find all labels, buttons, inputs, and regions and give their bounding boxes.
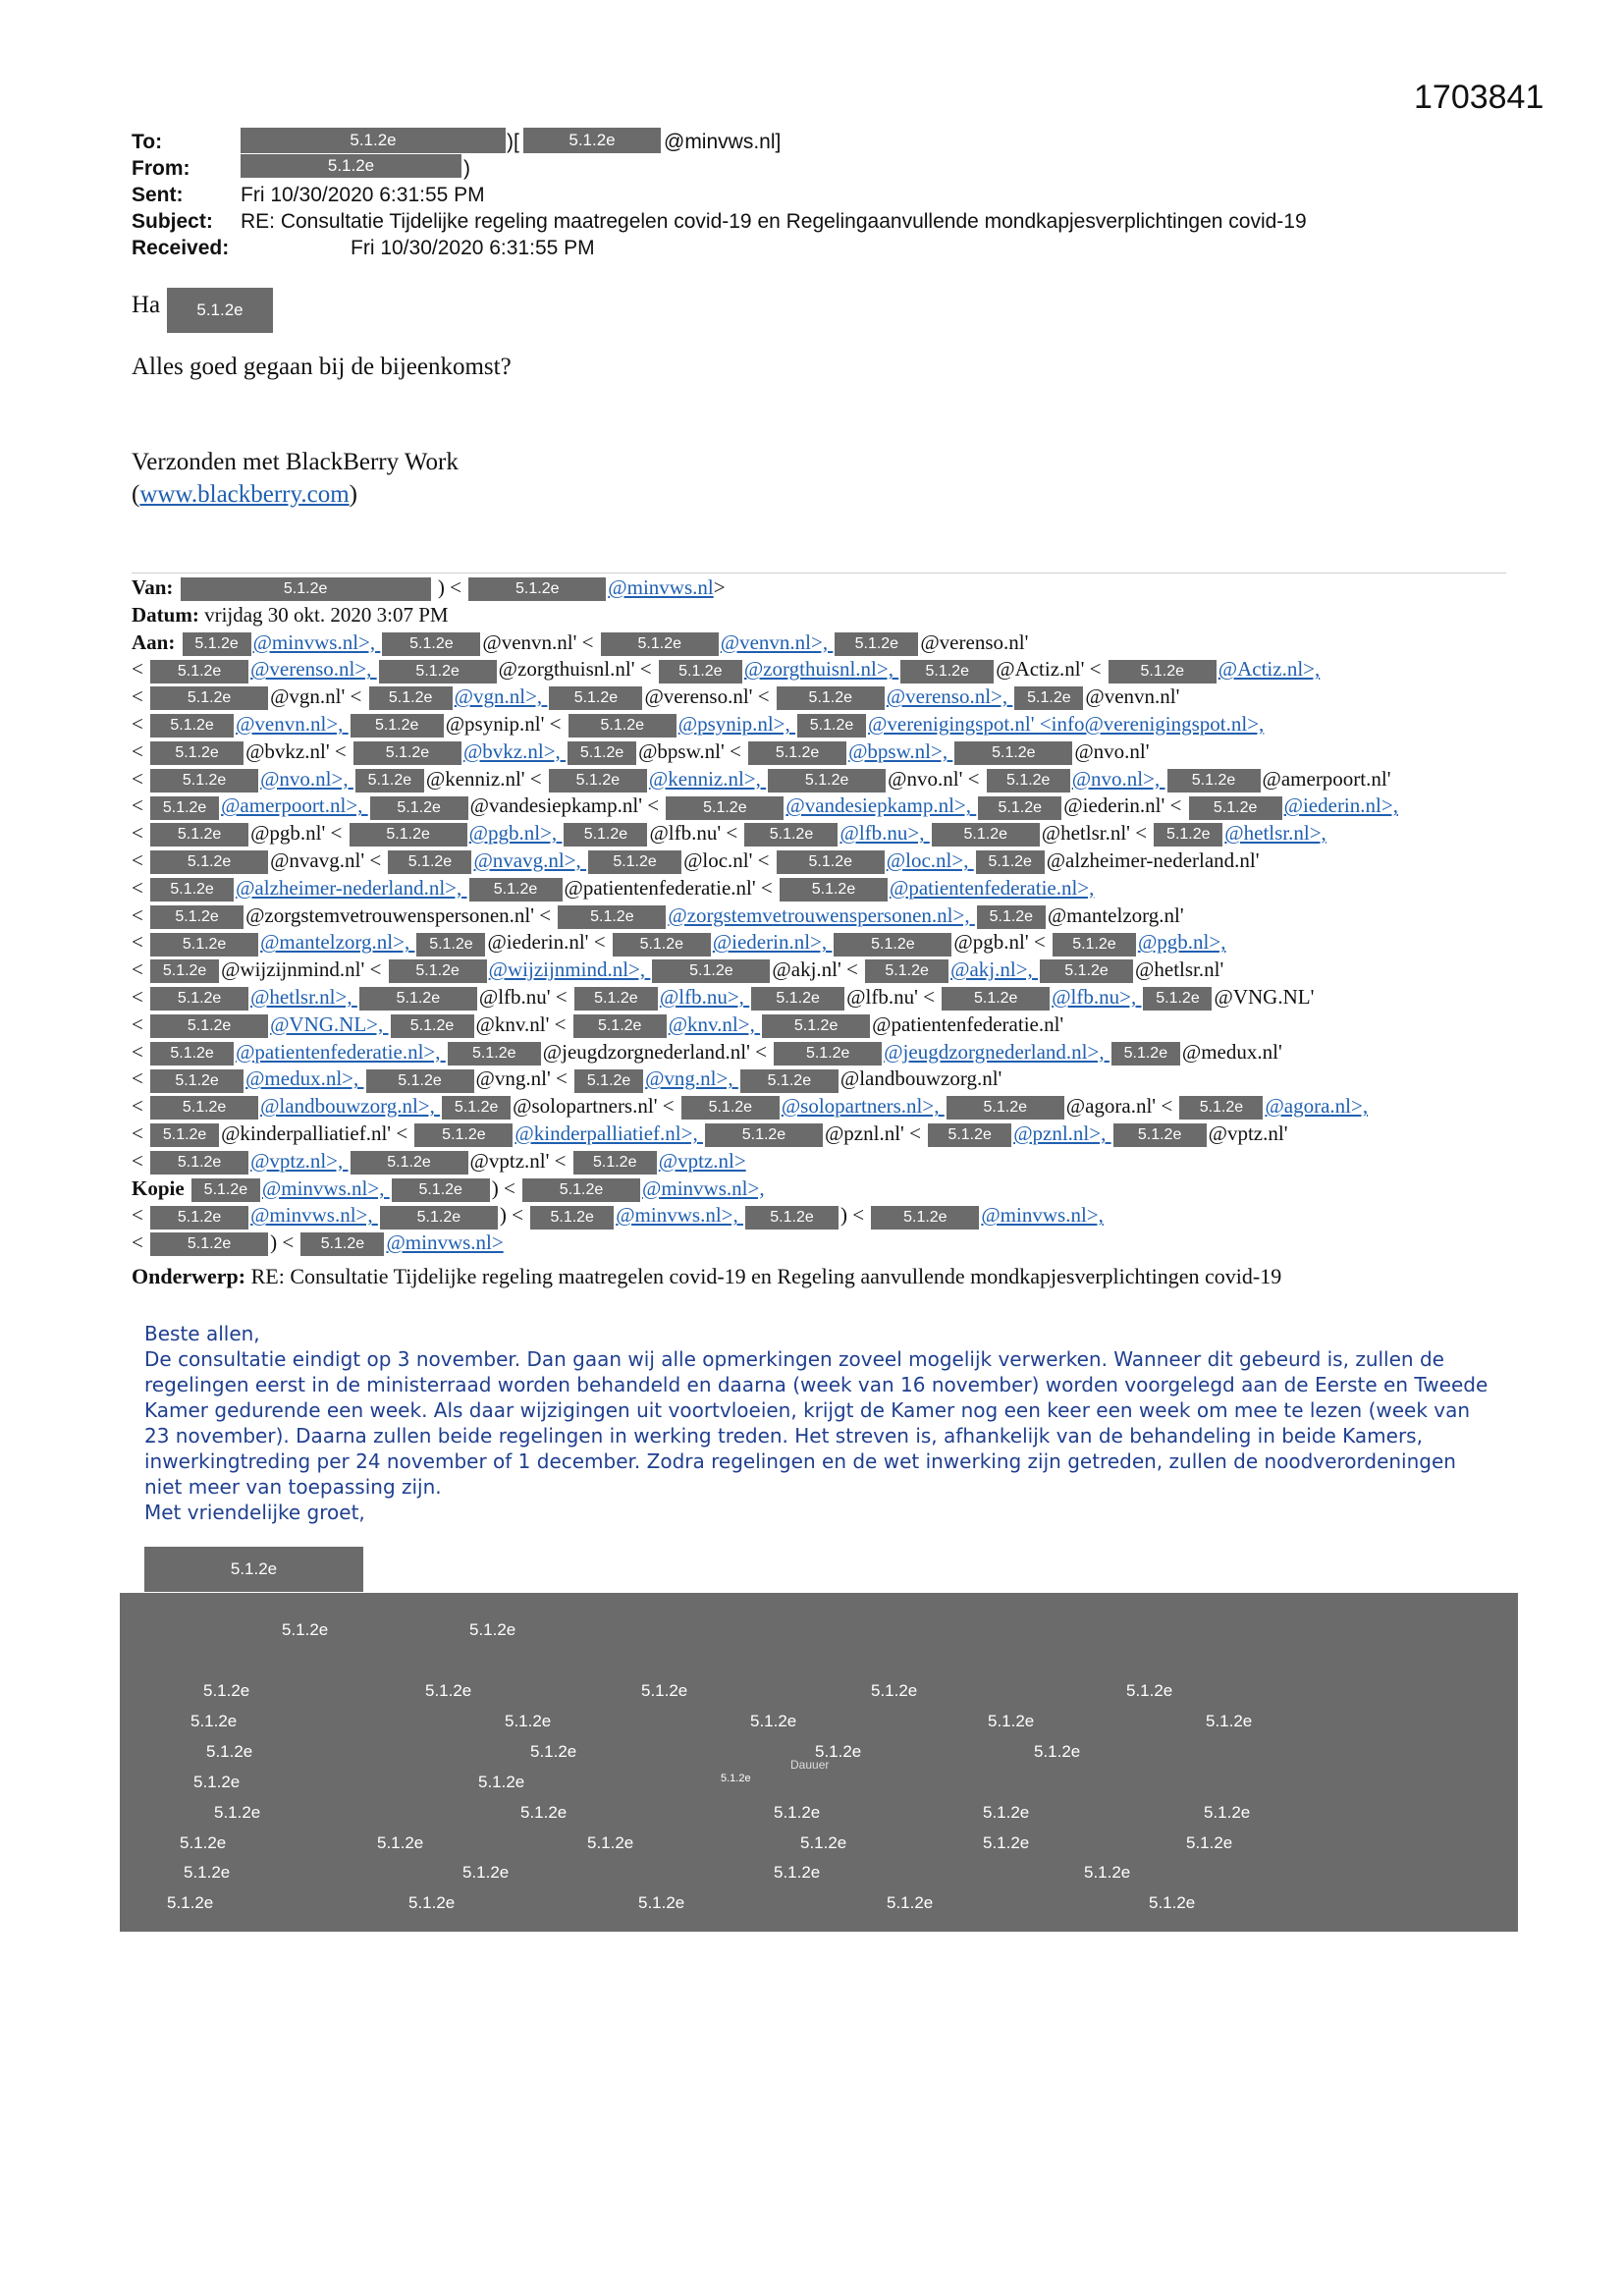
recipient-email: @nvo.nl>, bbox=[1071, 766, 1165, 791]
recipient-email: ) < bbox=[499, 1203, 529, 1228]
recipient-email: @vgn.nl' < bbox=[270, 684, 367, 709]
redaction-block: 5.1.2e bbox=[442, 1096, 511, 1120]
recipient-line: < 5.1.2e @VNG.NL>, 5.1.2e @knv.nl' < 5.1.2e @knv.nl>, 5.1.2e @patientenfederatie.nl' bbox=[132, 1011, 1506, 1039]
redaction-block: 5.1.2e bbox=[150, 686, 268, 710]
redaction-block: 5.1.2e bbox=[150, 741, 244, 765]
redaction-block: 5.1.2e bbox=[416, 933, 485, 957]
recipient-email: @loc.nl' < bbox=[683, 847, 775, 872]
redaction-block: 5.1.2e bbox=[351, 714, 444, 738]
redaction-block: 5.1.2e bbox=[150, 1096, 258, 1120]
redaction-block: 5.1.2e bbox=[1109, 660, 1217, 683]
recipient-email: @verenigingspot.nl' <info@verenigingspot.nl>, bbox=[868, 711, 1265, 736]
recipient-email: @psynip.nl>, bbox=[677, 711, 796, 736]
redaction-block: 5.1.2e bbox=[947, 1096, 1064, 1120]
recipient-email: @landbouwzorg.nl' bbox=[839, 1066, 1002, 1091]
recipient-email: @nvavg.nl>, bbox=[473, 847, 587, 872]
recipient-email: @iederin.nl' < bbox=[487, 930, 611, 955]
redaction-block: 5.1.2e bbox=[366, 1069, 474, 1093]
recipient-email: @medux.nl>, bbox=[245, 1066, 364, 1091]
redaction-block: 5.1.2e bbox=[353, 741, 461, 765]
redaction-block: 5.1.2e bbox=[681, 1096, 780, 1120]
recipient-email: @lfb.nu' < bbox=[846, 984, 941, 1009]
recipient-email: @lfb.nu>, bbox=[839, 821, 930, 846]
recipient-email: @kinderpalliatief.nl' < bbox=[221, 1121, 413, 1145]
recipient-email: @Actiz.nl' < bbox=[996, 657, 1107, 682]
redaction-block: 5.1.2e bbox=[976, 850, 1045, 874]
redaction-block: 5.1.2e bbox=[745, 1206, 839, 1230]
redaction-block: 5.1.2e bbox=[388, 850, 471, 874]
redaction-block: 5.1.2e bbox=[150, 714, 234, 738]
recipient-email: @bpsw.nl>, bbox=[848, 738, 953, 763]
recipient-email: @minvws.nl>, bbox=[250, 1203, 378, 1228]
recipient-email: @venvn.nl>, bbox=[720, 629, 834, 654]
recipient-email: @minvws.nl> bbox=[386, 1230, 504, 1255]
redaction-block: 5.1.2e bbox=[666, 796, 784, 820]
redaction-block: 5.1.2e bbox=[241, 128, 506, 153]
recipient-email: @Actiz.nl>, bbox=[1218, 657, 1321, 682]
received-value: Fri 10/30/2020 6:31:55 PM bbox=[351, 237, 595, 259]
recipient-email: @pgb.nl>, bbox=[468, 821, 563, 846]
redaction-block: 5.1.2e bbox=[744, 823, 838, 847]
recipient-email: @pznl.nl>, bbox=[1013, 1121, 1111, 1145]
field-label: Aan: bbox=[132, 629, 176, 654]
recipient-email: @vptz.nl> bbox=[658, 1148, 746, 1173]
redaction-block: 5.1.2e bbox=[150, 796, 219, 820]
header-sent: Sent: bbox=[132, 184, 184, 206]
recipient-email: @iederin.nl' < bbox=[1063, 793, 1187, 818]
redaction-block: 5.1.2e bbox=[150, 823, 248, 847]
recipient-email: @nvo.nl' bbox=[1074, 738, 1150, 763]
recipient-email: @bvkz.nl' < bbox=[245, 738, 352, 763]
recipient-email: @patientenfederatie.nl>, bbox=[236, 1039, 446, 1064]
redaction-block: 5.1.2e bbox=[987, 769, 1070, 793]
header-from: From: bbox=[132, 157, 190, 180]
subject-value: RE: Consultatie Tijdelijke regeling maatregelen covid-19 en Regelingaanvullende mondkapjesverplichtingen covid-19 bbox=[241, 210, 1307, 233]
recipient-email: @vng.nl' < bbox=[475, 1066, 573, 1091]
field-label: Kopie bbox=[132, 1175, 185, 1200]
redaction-block: 5.1.2e bbox=[530, 1206, 614, 1230]
redaction-block: 5.1.2e bbox=[150, 1232, 268, 1256]
recipient-line: < 5.1.2e @patientenfederatie.nl>, 5.1.2e @jeugdzorgnederland.nl' < 5.1.2e @jeugdzorgnederland.nl>, 5.1.2e @medux.nl' bbox=[132, 1039, 1506, 1066]
redaction-block: 5.1.2e bbox=[1154, 823, 1222, 847]
recipient-line: < 5.1.2e @wijzijnmind.nl' < 5.1.2e @wijzijnmind.nl>, 5.1.2e @akj.nl' < 5.1.2e @akj.nl>, 5.1.2e @hetlsr.nl' bbox=[132, 957, 1506, 984]
recipient-email: @vptz.nl' bbox=[1208, 1121, 1288, 1145]
recipient-email: @mantelzorg.nl>, bbox=[260, 930, 415, 955]
redaction-block: 5.1.2e bbox=[564, 823, 647, 847]
recipient-email: @mantelzorg.nl' bbox=[1047, 902, 1184, 927]
reply-greeting: Ha bbox=[132, 292, 161, 318]
recipient-email: @nvavg.nl' < bbox=[270, 847, 387, 872]
redaction-block: 5.1.2e bbox=[150, 987, 248, 1011]
redaction-block: 5.1.2e bbox=[389, 959, 487, 983]
redaction-block: 5.1.2e bbox=[834, 933, 951, 957]
redaction-block: 5.1.2e bbox=[1053, 933, 1136, 957]
recipient-email: @VNG.NL>, bbox=[270, 1011, 389, 1036]
recipient-email: @hetlsr.nl' < bbox=[1041, 821, 1153, 846]
redaction-block: 5.1.2e bbox=[167, 288, 273, 333]
datum-line: Datum: vrijdag 30 okt. 2020 3:07 PM bbox=[132, 602, 449, 627]
redaction-block: 5.1.2e bbox=[191, 1178, 260, 1202]
redaction-block: 5.1.2e bbox=[573, 1151, 657, 1175]
recipient-email: @minvws.nl>, bbox=[261, 1175, 390, 1200]
recipient-email: @zorgthuisnl.nl>, bbox=[743, 657, 899, 682]
redaction-block: 5.1.2e bbox=[549, 686, 642, 710]
recipient-email: @pznl.nl' < bbox=[824, 1121, 927, 1145]
redaction-block: 5.1.2e bbox=[351, 1151, 468, 1175]
redaction-block: 5.1.2e bbox=[865, 959, 948, 983]
recipient-email: @vptz.nl' < bbox=[469, 1148, 571, 1173]
redaction-block: 5.1.2e bbox=[942, 987, 1050, 1011]
recipient-email: @hetlsr.nl>, bbox=[1224, 821, 1326, 846]
redaction-block: 5.1.2e bbox=[1143, 987, 1212, 1011]
redaction-block: 5.1.2e bbox=[150, 1151, 248, 1175]
recipient-email: @vptz.nl>, bbox=[250, 1148, 349, 1173]
recipient-line: < 5.1.2e @minvws.nl>, 5.1.2e ) < 5.1.2e @minvws.nl>, 5.1.2e ) < 5.1.2e @minvws.nl>, bbox=[132, 1202, 1506, 1230]
redaction-block: 5.1.2e bbox=[382, 632, 480, 656]
redaction-block: 5.1.2e bbox=[659, 660, 742, 683]
van-line: Van: 5.1.2e ) < 5.1.2e @minvws.nl> bbox=[132, 574, 1506, 602]
redaction-block: 5.1.2e bbox=[705, 1123, 823, 1147]
recipient-line: < 5.1.2e @nvo.nl>, 5.1.2e @kenniz.nl' < 5.1.2e @kenniz.nl>, 5.1.2e @nvo.nl' < 5.1.2e @nvo.nl>, 5.1.2e @amerpoort.nl' bbox=[132, 766, 1506, 793]
recipient-email: @wijzijnmind.nl' < bbox=[221, 957, 387, 982]
recipient-email: @lfb.nu' < bbox=[478, 984, 572, 1009]
recipient-email: @vng.nl>, bbox=[645, 1066, 738, 1091]
recipient-email: @zorgthuisnl.nl' < bbox=[498, 657, 657, 682]
recipient-email: @agora.nl>, bbox=[1265, 1094, 1369, 1119]
from-bracket: ) bbox=[463, 157, 470, 180]
redaction-block: 5.1.2e bbox=[762, 1014, 870, 1038]
recipient-line: < 5.1.2e @medux.nl>, 5.1.2e @vng.nl' < 5.1.2e @vng.nl>, 5.1.2e @landbouwzorg.nl' bbox=[132, 1066, 1506, 1093]
redaction-block: 5.1.2e bbox=[748, 741, 846, 765]
redaction-block: 5.1.2e bbox=[414, 1123, 513, 1147]
recipient-email: @patientenfederatie.nl' bbox=[872, 1011, 1064, 1036]
document-number: 1703841 bbox=[1414, 79, 1544, 116]
recipient-email: @jeugdzorgnederland.nl' < bbox=[542, 1039, 773, 1064]
recipient-email: @pgb.nl' < bbox=[250, 821, 348, 846]
recipient-email: @zorgstemvetrouwenspersonen.nl>, bbox=[668, 902, 975, 927]
blackberry-link[interactable]: www.blackberry.com bbox=[139, 481, 350, 508]
redaction-block: 5.1.2e bbox=[549, 769, 647, 793]
recipient-email: @minvws.nl>, bbox=[252, 629, 381, 654]
recipient-email: @hetlsr.nl>, bbox=[250, 984, 357, 1009]
recipient-line: < 5.1.2e @venvn.nl>, 5.1.2e @psynip.nl' < 5.1.2e @psynip.nl>, 5.1.2e @verenigingspot.nl' <info@verenigingspot.nl>, bbox=[132, 711, 1506, 738]
redaction-block: 5.1.2e bbox=[1189, 796, 1282, 820]
recipient-email: @verenso.nl>, bbox=[886, 684, 1013, 709]
recipient-email: @lfb.nu>, bbox=[659, 984, 750, 1009]
recipient-email: @minvws.nl>, bbox=[642, 1175, 765, 1200]
recipient-email: @minvws.nl>, bbox=[981, 1203, 1104, 1228]
recipient-email: @verenso.nl>, bbox=[250, 657, 377, 682]
recipient-line: < 5.1.2e @pgb.nl' < 5.1.2e @pgb.nl>, 5.1.2e @lfb.nu' < 5.1.2e @lfb.nu>, 5.1.2e @hetlsr.nl' < 5.1.2e @hetlsr.nl>, bbox=[132, 820, 1506, 847]
recipient-email: @wijzijnmind.nl>, bbox=[488, 957, 651, 982]
recipient-line: < 5.1.2e @vgn.nl' < 5.1.2e @vgn.nl>, 5.1.2e @verenso.nl' < 5.1.2e @verenso.nl>, 5.1.2e @venvn.nl' bbox=[132, 683, 1506, 711]
redaction-block: 5.1.2e bbox=[150, 660, 248, 683]
redaction-block: 5.1.2e bbox=[150, 1042, 234, 1066]
onderwerp-line: Onderwerp: RE: Consultatie Tijdelijke regeling maatregelen covid-19 en Regeling aanvullende mondkapjesverplichtingen covid-19 bbox=[132, 1264, 1282, 1288]
redaction-block: 5.1.2e bbox=[568, 714, 677, 738]
sent-value: Fri 10/30/2020 6:31:55 PM bbox=[241, 184, 485, 206]
redaction-block: 5.1.2e bbox=[1111, 1042, 1180, 1066]
redaction-block: 5.1.2e bbox=[652, 959, 770, 983]
redaction-block: 5.1.2e bbox=[740, 1069, 839, 1093]
recipient-line bbox=[132, 1175, 1506, 1203]
recipient-email: @kenniz.nl' < bbox=[425, 766, 547, 791]
recipient-email: @venvn.nl' < bbox=[482, 629, 599, 654]
redaction-block: 5.1.2e bbox=[150, 850, 268, 874]
redaction-block: 5.1.2e bbox=[558, 905, 666, 929]
redacted-signature-block: 5.1.2e 5.1.2e 5.1.2e 5.1.2e 5.1.2e 5.1.2e 5.1.2e 5.1.2e 5.1.2e 5.1.2e 5.1.2e 5.1.2e 5.1.2e 5.1.2e 5.1.2e 5.1.2e Dauuer 5.1.2e 5.1.2e 5.1.2e 5.1.2e 5.1.2e 5.1.2e 5.1.2e 5.1.2e 5.1.2e 5.1.2e 5.1.2e 5.1.2e 5.1.2e 5.1.2e 5.1.2e 5.1.2e 5.1.2e 5.1.2e 5.1.2e 5.1.2e 5.1.2e 5.1.2e 5.1.2e bbox=[120, 1593, 1518, 1932]
redaction-block: 5.1.2e bbox=[150, 905, 244, 929]
recipient-email: @agora.nl' < bbox=[1065, 1094, 1178, 1119]
recipient-email: @amerpoort.nl>, bbox=[221, 793, 368, 818]
redaction-block: 5.1.2e bbox=[568, 741, 636, 765]
message-greeting: Beste allen, bbox=[144, 1322, 260, 1345]
redaction-block: 5.1.2e bbox=[355, 769, 424, 793]
recipient-line: < 5.1.2e ) < 5.1.2e @minvws.nl> bbox=[132, 1230, 1506, 1257]
redaction-block: 5.1.2e bbox=[954, 741, 1072, 765]
redaction-block: 5.1.2e bbox=[392, 1178, 490, 1202]
recipient-list bbox=[132, 629, 1506, 1175]
redaction-block: 5.1.2e bbox=[1167, 769, 1261, 793]
recipient-email: @patientenfederatie.nl>, bbox=[889, 875, 1095, 900]
recipient-email: @venvn.nl' bbox=[1085, 684, 1180, 709]
header-to: To: bbox=[132, 131, 163, 153]
cc-list bbox=[132, 1175, 1506, 1257]
recipient-email: ) < bbox=[840, 1203, 870, 1228]
recipient-line bbox=[132, 629, 1506, 657]
redaction-block: 5.1.2e bbox=[977, 905, 1046, 929]
redaction-block: 5.1.2e bbox=[932, 823, 1040, 847]
redaction-block: 5.1.2e bbox=[522, 1178, 640, 1202]
message-body bbox=[144, 1321, 1499, 1525]
signature-line: Verzonden met BlackBerry Work bbox=[132, 449, 459, 475]
recipient-email: @alzheimer-nederland.nl>, bbox=[236, 875, 467, 900]
recipient-email: @akj.nl' < bbox=[772, 957, 864, 982]
header-subject: Subject: bbox=[132, 210, 213, 233]
redaction-block: 5.1.2e bbox=[1040, 959, 1133, 983]
redaction-block: 5.1.2e bbox=[150, 959, 219, 983]
recipient-email: @patientenfederatie.nl' < bbox=[564, 875, 778, 900]
redaction-block: 5.1.2e bbox=[780, 878, 888, 902]
redaction-block: 5.1.2e bbox=[777, 686, 885, 710]
redaction-block: 5.1.2e bbox=[241, 154, 461, 178]
redaction-block: 5.1.2e bbox=[523, 128, 661, 153]
recipient-line: < 5.1.2e @amerpoort.nl>, 5.1.2e @vandesiepkamp.nl' < 5.1.2e @vandesiepkamp.nl>, 5.1.2e @iederin.nl' < 5.1.2e @iederin.nl>, bbox=[132, 793, 1506, 820]
redaction-block: 5.1.2e bbox=[469, 878, 563, 902]
recipient-email: @jeugdzorgnederland.nl>, bbox=[884, 1039, 1110, 1064]
redaction-block: 5.1.2e bbox=[369, 686, 453, 710]
message-paragraph: De consultatie eindigt op 3 november. Dan gaan wij alle opmerkingen zoveel mogelijk verwerken. Wanneer dit gebeurd is, zullen de regelingen eerst in de ministerraad worden behandeld en daarna (week van 16 november) worden voorgelegd aan de Eerste en Tweede Kamer gedurende een week. Als daar wijzigingen uit voortvloeien, krijgt de Kamer nog een keer een week om mee te lezen (week van 23 november). Daarna zullen beide regelingen in werking treden. Het streven is, afhankelijk van de behandeling in beide Kamers, inwerkingtreding per 24 november of 1 december. Zodra regelingen en de wet inwerking zijn getreden, zullen de noodverordeningen niet meer van toepassing zijn. bbox=[144, 1347, 1489, 1499]
recipient-email: @vgn.nl>, bbox=[454, 684, 548, 709]
redaction-block: 5.1.2e bbox=[150, 1206, 248, 1230]
recipient-email: @verenso.nl' < bbox=[644, 684, 775, 709]
redaction-block: 5.1.2e bbox=[379, 660, 497, 683]
recipient-email: @psynip.nl' < bbox=[445, 711, 567, 736]
recipient-email: ) < bbox=[270, 1230, 299, 1255]
recipient-email: @solopartners.nl' < bbox=[513, 1094, 679, 1119]
redaction-block: 5.1.2e bbox=[774, 1042, 882, 1066]
recipient-email: @iederin.nl>, bbox=[1283, 793, 1398, 818]
redaction-block: 5.1.2e bbox=[1014, 686, 1083, 710]
redaction-block: 5.1.2e bbox=[150, 933, 258, 957]
recipient-email: @vandesiepkamp.nl>, bbox=[785, 793, 977, 818]
redaction-block: 5.1.2e bbox=[928, 1123, 1011, 1147]
redaction-block: 5.1.2e bbox=[573, 1014, 667, 1038]
redaction-block: 5.1.2e bbox=[350, 823, 467, 847]
recipient-email: @knv.nl' < bbox=[475, 1011, 571, 1036]
redaction-block: 5.1.2e bbox=[150, 1014, 268, 1038]
recipient-email: @bpsw.nl' < bbox=[638, 738, 747, 763]
recipient-email: @kenniz.nl>, bbox=[648, 766, 767, 791]
redaction-block: 5.1.2e bbox=[797, 714, 866, 738]
recipient-email: @lfb.nu' < bbox=[649, 821, 743, 846]
divider bbox=[132, 573, 1506, 574]
recipient-line: < 5.1.2e @landbouwzorg.nl>, 5.1.2e @solopartners.nl' < 5.1.2e @solopartners.nl>, 5.1.2e @agora.nl' < 5.1.2e @agora.nl>, bbox=[132, 1093, 1506, 1121]
redaction-block: 5.1.2e bbox=[900, 660, 994, 683]
redaction-block: 5.1.2e bbox=[150, 1123, 219, 1147]
redaction-block: 5.1.2e bbox=[768, 769, 886, 793]
recipient-email: @nvo.nl' < bbox=[888, 766, 985, 791]
redaction-block: 5.1.2e bbox=[150, 878, 234, 902]
redaction-block: 5.1.2e bbox=[1113, 1123, 1207, 1147]
redaction-block: 5.1.2e bbox=[751, 987, 844, 1011]
recipient-email: @VNG.NL' bbox=[1214, 984, 1315, 1009]
recipient-email: @alzheimer-nederland.nl' bbox=[1046, 847, 1260, 872]
recipient-email: @verenso.nl' bbox=[920, 629, 1029, 654]
redaction-block: 5.1.2e bbox=[300, 1232, 384, 1256]
redaction-block: 5.1.2e bbox=[391, 1014, 474, 1038]
recipient-email: @zorgstemvetrouwenspersonen.nl' < bbox=[245, 902, 557, 927]
recipient-email: @loc.nl>, bbox=[886, 847, 974, 872]
recipient-line: < 5.1.2e @nvavg.nl' < 5.1.2e @nvavg.nl>, 5.1.2e @loc.nl' < 5.1.2e @loc.nl>, 5.1.2e @alzheimer-nederland.nl' bbox=[132, 847, 1506, 875]
redaction-block: 5.1.2e bbox=[574, 987, 658, 1011]
recipient-email: @akj.nl>, bbox=[950, 957, 1039, 982]
redaction-block: 5.1.2e bbox=[380, 1206, 498, 1230]
recipient-line: < 5.1.2e @verenso.nl>, 5.1.2e @zorgthuisnl.nl' < 5.1.2e @zorgthuisnl.nl>, 5.1.2e @Actiz.nl' < 5.1.2e @Actiz.nl>, bbox=[132, 656, 1506, 683]
recipient-email: @vandesiepkamp.nl' < bbox=[469, 793, 665, 818]
recipient-email: @minvws.nl>, bbox=[616, 1203, 743, 1228]
recipient-email: @iederin.nl>, bbox=[712, 930, 833, 955]
reply-question: Alles goed gegaan bij de bijeenkomst? bbox=[132, 354, 512, 380]
to-email: @minvws.nl] bbox=[664, 131, 782, 153]
redaction-block: 5.1.2e bbox=[588, 850, 681, 874]
recipient-email: ) < bbox=[491, 1175, 521, 1200]
redaction-block: 5.1.2e bbox=[601, 632, 719, 656]
recipient-line: < 5.1.2e @vptz.nl>, 5.1.2e @vptz.nl' < 5.1.2e @vptz.nl> bbox=[132, 1148, 1506, 1175]
recipient-line: < 5.1.2e @alzheimer-nederland.nl>, 5.1.2e @patientenfederatie.nl' < 5.1.2e @patientenfederatie.nl>, bbox=[132, 875, 1506, 902]
redaction-block: 5.1.2e bbox=[574, 1069, 643, 1093]
redaction-block: 5.1.2e bbox=[150, 1069, 244, 1093]
redaction-block: 5.1.2e bbox=[1179, 1096, 1263, 1120]
message-closing: Met vriendelijke groet, bbox=[144, 1501, 365, 1524]
redaction-block: 5.1.2e bbox=[359, 987, 477, 1011]
recipient-email: @landbouwzorg.nl>, bbox=[260, 1094, 441, 1119]
header-received: Received: bbox=[132, 237, 230, 259]
recipient-line: < 5.1.2e @zorgstemvetrouwenspersonen.nl' < 5.1.2e @zorgstemvetrouwenspersonen.nl>, 5.1.2e @mantelzorg.nl' bbox=[132, 902, 1506, 930]
recipient-email: @pgb.nl' < bbox=[953, 930, 1051, 955]
recipient-email: @lfb.nu>, bbox=[1052, 984, 1142, 1009]
recipient-email: @nvo.nl>, bbox=[260, 766, 353, 791]
redaction-block: 5.1.2e bbox=[613, 933, 711, 957]
to-bracket: )[ bbox=[507, 131, 519, 153]
recipient-line: < 5.1.2e @bvkz.nl' < 5.1.2e @bvkz.nl>, 5.1.2e @bpsw.nl' < 5.1.2e @bpsw.nl>, 5.1.2e @nvo.nl' bbox=[132, 738, 1506, 766]
recipient-email: @venvn.nl>, bbox=[236, 711, 349, 736]
redaction-block: 5.1.2e bbox=[183, 632, 251, 656]
redaction-block: 5.1.2e bbox=[150, 769, 258, 793]
recipient-email: @medux.nl' bbox=[1181, 1039, 1282, 1064]
redaction-block: 5.1.2e bbox=[871, 1206, 979, 1230]
signature-link-line: (www.blackberry.com) bbox=[132, 481, 357, 508]
recipient-email: @hetlsr.nl' bbox=[1135, 957, 1224, 982]
recipient-email: @solopartners.nl>, bbox=[781, 1094, 945, 1119]
redaction-block: 5.1.2e bbox=[144, 1547, 363, 1592]
recipient-email: @kinderpalliatief.nl>, bbox=[514, 1121, 703, 1145]
recipient-line: < 5.1.2e @mantelzorg.nl>, 5.1.2e @iederin.nl' < 5.1.2e @iederin.nl>, 5.1.2e @pgb.nl' < 5.1.2e @pgb.nl>, bbox=[132, 929, 1506, 957]
recipient-email: @knv.nl>, bbox=[668, 1011, 761, 1036]
redaction-block: 5.1.2e bbox=[777, 850, 885, 874]
forward-block bbox=[132, 574, 1506, 1257]
redaction-block: 5.1.2e bbox=[448, 1042, 541, 1066]
redaction-block: 5.1.2e bbox=[978, 796, 1061, 820]
redaction-block: 5.1.2e bbox=[835, 632, 918, 656]
recipient-email: @pgb.nl>, bbox=[1137, 930, 1226, 955]
recipient-email: @bvkz.nl>, bbox=[462, 738, 567, 763]
recipient-email: @amerpoort.nl' bbox=[1262, 766, 1391, 791]
recipient-line: < 5.1.2e @kinderpalliatief.nl' < 5.1.2e @kinderpalliatief.nl>, 5.1.2e @pznl.nl' < 5.1.2e @pznl.nl>, 5.1.2e @vptz.nl' bbox=[132, 1121, 1506, 1148]
recipient-line: < 5.1.2e @hetlsr.nl>, 5.1.2e @lfb.nu' < 5.1.2e @lfb.nu>, 5.1.2e @lfb.nu' < 5.1.2e @lfb.nu>, 5.1.2e @VNG.NL' bbox=[132, 984, 1506, 1011]
redaction-block: 5.1.2e bbox=[370, 796, 468, 820]
